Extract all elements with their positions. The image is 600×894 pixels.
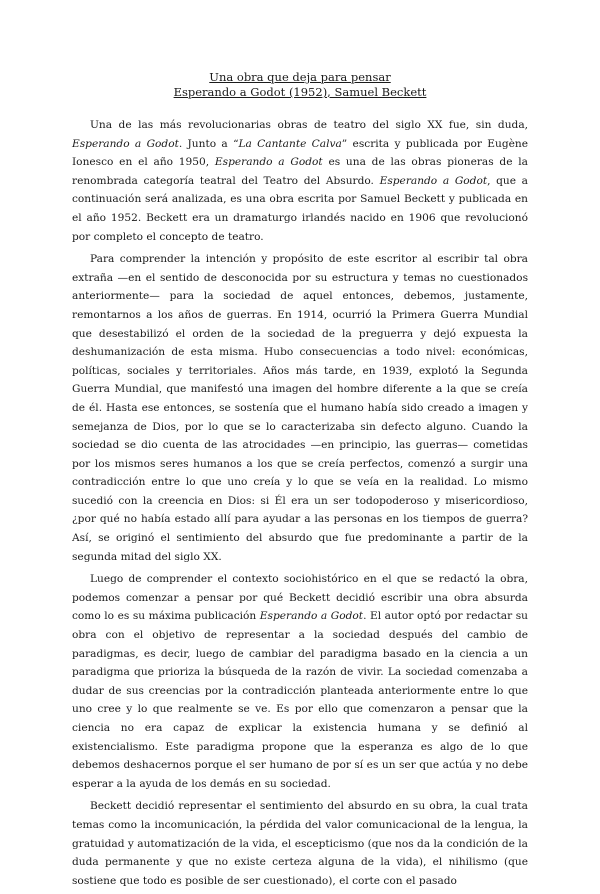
title-block — [72, 70, 528, 100]
text-run: es una de las obras pioneras de la renombrada categoría teatral del Teatro del Absurdo. — [72, 156, 528, 187]
italic-text: Esperando a Godot — [214, 156, 323, 169]
italic-text: Esperando a Godot — [379, 174, 488, 187]
text-run: ” escrita y publicada por Eugène Ionesco en el año 1950, — [72, 137, 528, 169]
document-subtitle: Esperando a Godot (1952), Samuel Beckett — [173, 85, 427, 99]
italic-text: Esperando a Godot — [72, 137, 179, 150]
italic-text: La Cantante Calva — [238, 137, 342, 150]
text-run: , que a continuación será analizada, es una obra escrita por Samuel Beckett y publicada en el año 1952. Beckett era un dramaturgo irlandés nacido en 1906 que revolucionó por completo el concepto de teatro. — [72, 174, 528, 243]
paragraph — [72, 797, 528, 890]
text-run: Una de las más revolucionarias obras de teatro del siglo XX fue, sin duda, — [90, 119, 528, 131]
document-title: Una obra que deja para pensar — [209, 70, 391, 84]
text-run: . El autor optó por redactar su obra con el objetivo de representar a la sociedad después del cambio de paradigmas, es decir, luego de cambiar del paradigma basado en la ciencia a un paradigma que prioriza la búsqueda de la razón de vivir. La sociedad comenzaba a dudar de sus creencias por la contradicción planteada anteriormente entre lo que uno cree y lo que realmente se ve. Es por ello que comenzaron a pensar que la ciencia no era capaz de explicar la existencia humana y se definió al existencialismo. Este paradigma propone que la esperanza es algo de lo que debemos deshacernos porque el ser humano de por sí es un ser que actúa y no debe esperar a la ayuda de los demás en su sociedad. — [72, 610, 528, 790]
paragraph — [72, 570, 528, 793]
document-page — [72, 70, 528, 894]
italic-text: Esperando a Godot — [259, 610, 364, 623]
text-run: Luego de comprender el contexto sociohistórico en el que se redactó la obra, podemos comenzar a pensar por qué Beckett decidió escribir una obra absurda como lo es su máxima publicación — [72, 573, 528, 623]
text-run: . Junto a “ — [178, 137, 239, 150]
paragraph — [72, 250, 528, 566]
text-run: Para comprender la intención y propósito de este escritor al escribir tal obra extraña —en el sentido de desconocida por su estructura y temas no cuestionados anteriormente— para la sociedad de aquel entonces, debemos, justamente, remontarnos a los años de guerras. En 1914, ocurrió la Primera Guerra Mundial que desestabilizó el orden de la sociedad de la preguerra y dejó expuesta la deshumanización de esta misma. Hubo consecuencias a todo nivel: económicas, políticas, sociales y territoriales. Años más tarde, en 1939, explotó la Segunda Guerra Mundial, que manifestó una imagen del hombre diferente a la que se creía de él. Hasta ese entonces, se sostenía que el humano había sido creado a imagen y semejanza de Dios, por lo que se lo caracterizaba sin defecto alguno. Cuando la sociedad se dio cuenta de las atrocidades —en principio, las guerras— cometidas por los mismos seres humanos a los que se creía perfectos, comenzó a surgir una contradicción entre lo que uno creía y lo que se veía en la realidad. Lo mismo sucedió con la creencia en Dios: si Él era un ser todopoderoso y misericordioso, ¿por qué no había estado allí para ayudar a las personas en los tiempos de guerra? Así, se originó el sentimiento del absurdo que fue predominante a partir de la segunda mitad del siglo XX. — [72, 253, 528, 563]
document-body — [72, 116, 528, 890]
text-run: Beckett decidió representar el sentimiento del absurdo en su obra, la cual trata temas como la incomunicación, la pérdida del valor comunicacional de la lengua, la gratuidad y automatización de la vida, el escepticismo (que nos da la condición de la duda permanente y que no existe certeza alguna de la vida), el nihilismo (que sostiene que todo es posible de ser cuestionado), el corte con el pasado — [72, 800, 528, 887]
paragraph — [72, 116, 528, 246]
